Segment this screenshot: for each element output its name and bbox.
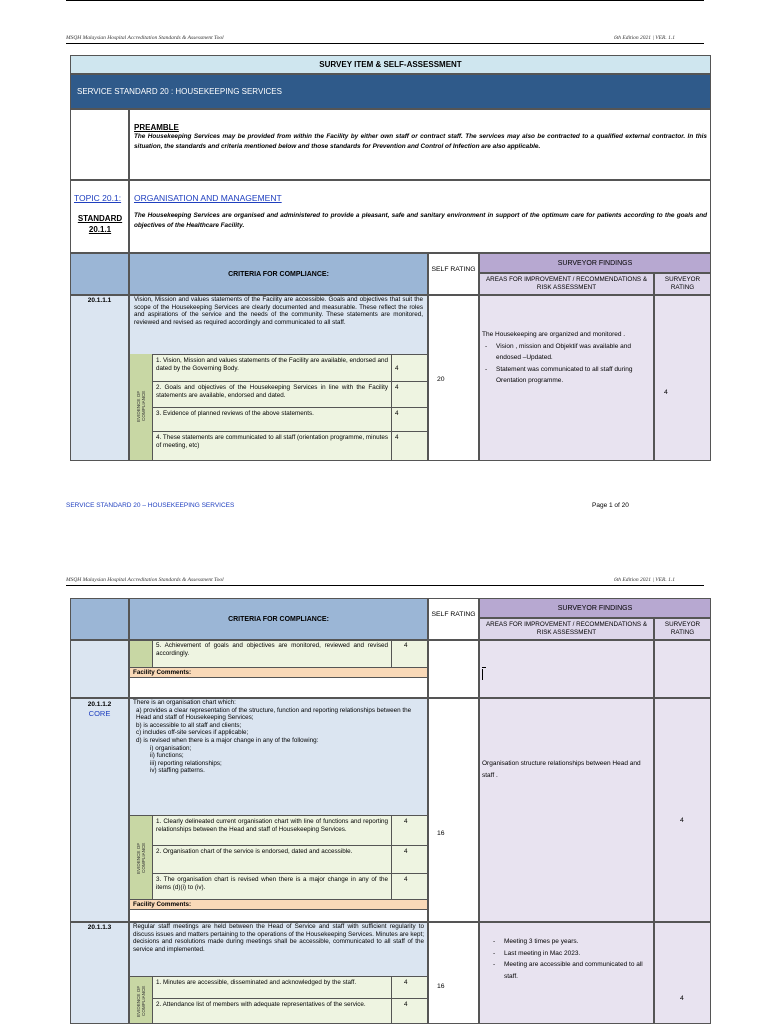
findings-cell[interactable] [479, 295, 654, 461]
evidence-row [153, 873, 428, 899]
topic-label-cell [70, 180, 129, 253]
list-item: iii) reporting relationships; [150, 759, 222, 767]
evidence-row [153, 381, 428, 407]
preamble-title: PREAMBLE [134, 123, 179, 132]
evidence-row [153, 407, 428, 431]
header-left: MSQH Malaysian Hospital Accreditation Standards & Assessment Tool [66, 577, 224, 583]
col-findings: SURVEYOR FINDINGS [479, 253, 711, 273]
criteria-cell [129, 295, 428, 461]
header-left: MSQH Malaysian Hospital Accreditation Standards & Assessment Tool [66, 35, 224, 41]
facility-comments-label: Facility Comments: [130, 899, 428, 910]
evidence-text: 5. Achievement of goals and objectives are monitored, reviewed and revised accordingly. [156, 642, 388, 657]
header-blank [70, 253, 129, 295]
evidence-row [153, 354, 428, 381]
finding-point: - Last meeting in Mac 2023. [490, 948, 649, 960]
evidence-score[interactable]: 4 [391, 816, 428, 845]
facility-comments-field[interactable] [130, 910, 428, 922]
surveyor-rating[interactable]: 4 [654, 295, 711, 461]
evidence-row [153, 976, 428, 998]
list-item: a) provides a clear representation of the structure, function and reporting relationships between the Head and staff of Housekeeping Services; [136, 706, 412, 722]
finding-point: - Vision , mission and Objektif was available and endosed –Updated. [482, 341, 649, 364]
item-number: 20.1.1.1 [70, 295, 129, 461]
sub-list [136, 745, 424, 775]
finding-point: - Meeting are accessible and communicated to all staff. [490, 959, 649, 982]
facility-comments-field[interactable] [130, 678, 428, 698]
col-findings: SURVEYOR FINDINGS [479, 598, 711, 618]
col-areas: AREAS FOR IMPROVEMENT / RECOMMENDATIONS & RISK ASSESSMENT [479, 273, 654, 295]
finding-point: - Meeting 3 times pe years. [490, 936, 649, 948]
item-text [130, 699, 427, 775]
standard-label: STANDARD 20.1.1 [77, 214, 123, 234]
evidence-text: 1. Clearly delineated current organisation chart with line of functions and reporting relationships between the Head and staff of Housekeeping Services. [156, 818, 388, 833]
surveyor-rating[interactable]: 4 [654, 922, 711, 1024]
list-item: b) is accessible to all staff and clients; [136, 721, 242, 729]
preamble-cell [129, 109, 711, 180]
criteria-cell [129, 698, 428, 922]
finding-point: - Statement was communicated to all staff during Orentation programme. [482, 364, 649, 387]
continuation-cell [129, 640, 428, 698]
item-intro: There is an organisation chart which: [133, 699, 236, 706]
evidence-row [153, 998, 428, 1024]
evidence-score[interactable]: 4 [391, 874, 428, 899]
evidence-list [153, 354, 428, 461]
evidence-strip [130, 354, 153, 461]
evidence-text: 4. These statements are communicated to all staff (orientation programme, minutes of meeting, etc) [156, 434, 388, 449]
item-number-blank [70, 640, 129, 698]
survey-title: SURVEY ITEM & SELF-ASSESSMENT [70, 55, 711, 74]
surveyor-rating-blank[interactable] [654, 640, 711, 698]
finding-text: Organisation structure relationships between Head and staff . [482, 760, 641, 779]
evidence-text: 2. Attendance list of members with adequate representatives of the service. [156, 1001, 366, 1008]
evidence-row [153, 815, 428, 845]
finding-points [490, 936, 649, 982]
list-item: i) organisation; [150, 744, 192, 752]
findings-cell[interactable] [479, 922, 654, 1024]
col-criteria: CRITERIA FOR COMPLIANCE: [129, 598, 428, 640]
criteria-cell [129, 922, 428, 1024]
header-rule [66, 585, 704, 586]
item-number-cell [70, 698, 129, 922]
evidence-row [153, 431, 428, 461]
topic-label[interactable]: TOPIC 20.1: [74, 193, 122, 203]
findings-mark [482, 669, 483, 680]
preamble-text: The Housekeeping Services may be provided from within the Facility by either own staff or contract staff. The services may also be contracted to a qualified external contractor. In this situation, the standards and criteria mentioned below and those standards for Prevention and Control of Infection are also applicable. [134, 133, 707, 150]
self-rating-blank[interactable] [428, 640, 479, 698]
item-number: 20.1.1.2 [87, 701, 112, 708]
topic-cell [129, 180, 711, 253]
col-surveyor-rating: SURVEYOR RATING [654, 273, 711, 295]
list-item: iv) staffing patterns. [150, 767, 205, 775]
item-text: Regular staff meetings are held between the Head of Service and staff with sufficient regularity to discuss issues and matters pertaining to the operations of the Housekeeping Services. Minutes are kept; decisions and resolutions made during meetings shall be accessible, communicated to all staff of the service and implemented. [133, 923, 424, 953]
evidence-score[interactable]: 4 [391, 432, 428, 461]
item-text: Vision, Mission and values statements of the Facility are accessible. Goals and objectives that suit the scope of the Housekeeping Services are clearly documented and measurable. These reflect the roles and aspirations of the service and the needs of the community. These statements are monitored, reviewed and revised as required accordingly and communicated to all staff. [134, 296, 423, 326]
evidence-list [153, 976, 428, 1024]
col-self-rating: SELF RATING [428, 253, 479, 295]
evidence-strip [130, 815, 153, 899]
list-item: c) includes off-site services if applicable; [136, 729, 249, 737]
col-surveyor-rating: SURVEYOR RATING [654, 618, 711, 640]
preamble-left-cell [70, 109, 129, 180]
findings-mark [482, 667, 486, 668]
item-list [133, 707, 424, 775]
header-right: 6th Edition 2021 | VER. 1.1 [614, 577, 675, 583]
topic-title[interactable]: ORGANISATION AND MANAGEMENT [134, 193, 282, 203]
evidence-label: EVIDENCE OF COMPLIANCE [136, 985, 146, 1017]
findings-cell[interactable] [479, 640, 654, 698]
evidence-score[interactable]: 4 [391, 382, 428, 407]
col-criteria: CRITERIA FOR COMPLIANCE: [129, 253, 428, 295]
surveyor-rating[interactable]: 4 [654, 698, 711, 922]
finding-points [482, 341, 649, 387]
list-item: ii) functions; [150, 752, 184, 760]
evidence-score[interactable]: 4 [391, 846, 428, 873]
core-badge: CORE [88, 709, 111, 718]
standard-text: The Housekeeping Services are organised and administered to provide a pleasant, safe and sanitary environment in support of the optimum care for patients according to the goals and objectives of the Healthcare Facility. [134, 212, 707, 229]
service-standard-title: SERVICE STANDARD 20 : HOUSEKEEPING SERVICES [70, 74, 711, 109]
evidence-text: 2. Organisation chart of the service is endorsed, dated and accessible. [156, 848, 353, 855]
evidence-strip [130, 976, 153, 1024]
evidence-row [153, 845, 428, 873]
evidence-text: 3. Evidence of planned reviews of the above statements. [156, 410, 314, 417]
evidence-text: 2. Goals and objectives of the Housekeeping Services in line with the Facility statements are available, endorsed and dated. [156, 384, 388, 399]
evidence-score[interactable]: 4 [391, 999, 428, 1024]
item-number: 20.1.1.3 [70, 922, 129, 1024]
evidence-score[interactable]: 4 [391, 977, 428, 998]
list-item: d) is revised when there is a major change in any of the following: [136, 736, 319, 744]
evidence-label: EVIDENCE OF COMPLIANCE [136, 390, 146, 422]
col-areas: AREAS FOR IMPROVEMENT / RECOMMENDATIONS & RISK ASSESSMENT [479, 618, 654, 640]
finding-intro: The Housekeeping are organized and monitored . [482, 331, 626, 338]
header-right: 6th Edition 2021 | VER. 1.1 [614, 35, 675, 41]
evidence-text: 1. Minutes are accessible, disseminated and acknowledged by the staff. [156, 979, 357, 986]
evidence-row [153, 640, 428, 667]
self-rating[interactable]: 16 [428, 698, 479, 922]
evidence-score[interactable]: 4 [391, 355, 428, 381]
footer-page-number: Page 1 of 20 [592, 502, 629, 509]
findings-cell[interactable] [479, 698, 654, 922]
self-rating[interactable]: 16 [428, 922, 479, 1024]
evidence-strip [130, 641, 153, 667]
page-top-rule [66, 0, 704, 1]
evidence-text: 3. The organisation chart is revised when there is a major change in any of the items (d)(i) to (iv). [156, 876, 388, 891]
col-self-rating: SELF RATING [428, 598, 479, 640]
evidence-list [153, 815, 428, 899]
header-rule [66, 43, 704, 44]
footer-left: SERVICE STANDARD 20 – HOUSEKEEPING SERVICES [66, 502, 235, 509]
evidence-score[interactable]: 4 [391, 408, 428, 431]
facility-comments-label: Facility Comments: [130, 667, 428, 678]
evidence-label: EVIDENCE OF COMPLIANCE [136, 842, 146, 874]
self-rating[interactable]: 20 [428, 295, 479, 461]
header-blank [70, 598, 129, 640]
evidence-text: 1. Vision, Mission and values statements of the Facility are available, endorsed and dated by the Governing Body. [156, 357, 388, 372]
evidence-score[interactable]: 4 [391, 640, 428, 667]
